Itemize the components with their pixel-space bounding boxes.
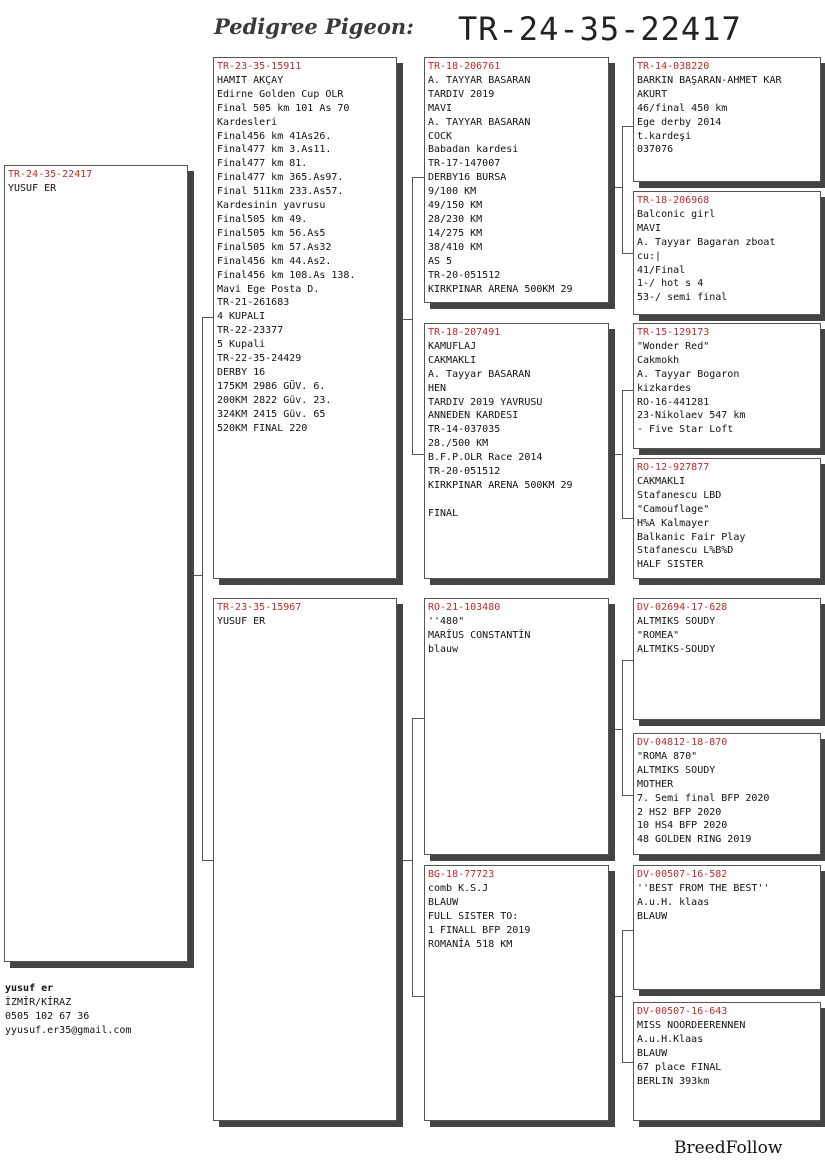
card-line: FULL SISTER TO: (428, 910, 519, 922)
card-line: Final456 km 41As26. (217, 130, 332, 142)
card-line: DERBY16 BURSA (428, 172, 507, 184)
card-line: TARDIV 2019 (428, 88, 495, 100)
card-line: Final505 km 57.As32 (217, 241, 332, 253)
card-line: 4 KUPALI (217, 311, 266, 323)
card-line: MAVI (637, 222, 662, 234)
connector (622, 660, 633, 661)
card-line: KIRKPINAR ARENA 500KM 29 (428, 479, 573, 491)
ring-number: DV-00507-16-643 (637, 1006, 728, 1017)
card-line: 48 GOLDEN RING 2019 (637, 834, 752, 846)
card-line: MISS NOORDEERENNEN (637, 1019, 746, 1031)
card-line: Final477 km 81. (217, 158, 308, 170)
card-line: Final456 km 44.As2. (217, 255, 332, 267)
connector (412, 177, 413, 454)
connector (412, 718, 413, 996)
card-line: 520KM FINAL 220 (217, 422, 308, 434)
card-line: kizkardes (637, 382, 692, 394)
card-line: KAMUFLAJ (428, 340, 477, 352)
card-line: 1 FINALL BFP 2019 (428, 924, 531, 936)
ring-number: BG-18-77723 (428, 869, 495, 880)
card-line: blauw (428, 643, 459, 655)
dam-sire-card[interactable] (424, 598, 609, 855)
card-line: MARİUS CONSTANTİN (428, 629, 531, 641)
card-line: YUSUF ER (8, 182, 57, 194)
ring-number: DV-02694-17-628 (637, 602, 728, 613)
ring-number: TR-18-207491 (428, 327, 501, 338)
card-line: TR-21-261683 (217, 297, 290, 309)
card-line: HEN (428, 382, 447, 394)
card-line: 49/150 KM (428, 200, 483, 212)
card-line: Stafanescu L%B%D (637, 545, 734, 557)
connector (202, 317, 213, 318)
card-line: AS 5 (428, 255, 453, 267)
connector (397, 860, 412, 861)
card-line: Stafanescu LBD (637, 489, 722, 501)
card-line: A. Tayyar Bogaron (637, 368, 740, 380)
card-line: TR-20-051512 (428, 466, 501, 478)
card-line: comb K.S.J (428, 882, 489, 894)
card-line: COCK (428, 130, 453, 142)
card-line: A.u.H. klaas (637, 896, 710, 908)
brand-footer: BreedFollow (674, 1138, 783, 1158)
card-line: ALTMIKS SOUDY (637, 764, 716, 776)
connector (622, 795, 633, 796)
card-line: A.u.H.Klaas (637, 1033, 704, 1045)
card-line: BLAUW (637, 1047, 668, 1059)
card-line: HALF SISTER (637, 559, 704, 571)
card-line: BERLIN 393km (637, 1075, 710, 1087)
ring-number: DV-00507-16-582 (637, 869, 728, 880)
connector (622, 253, 633, 254)
card-line: A. Tayyar BASARAN (428, 368, 531, 380)
card-line: "ROMEA" (637, 629, 680, 641)
sire-card[interactable] (213, 57, 397, 579)
connector (622, 390, 623, 518)
card-line: ROMANİA 518 KM (428, 938, 513, 950)
card-line: 200KM 2822 Güv. 23. (217, 394, 332, 406)
sire-dam-card[interactable] (424, 323, 609, 579)
card-line: FINAL (428, 507, 459, 519)
card-line: 53-/ semi final (637, 292, 728, 304)
owner-phone: 0505 102 67 36 (5, 1010, 90, 1022)
card-line: 28/230 KM (428, 213, 483, 225)
card-line: Edirne Golden Cup OLR (217, 88, 344, 100)
connector (622, 930, 633, 931)
ring-number: TR-14-038220 (637, 61, 710, 72)
subject-card[interactable] (4, 165, 188, 962)
connector (202, 860, 213, 861)
card-line: 324KM 2415 Güv. 65 (217, 408, 326, 420)
card-line: MOTHER (637, 778, 674, 790)
card-line: Mavi Ege Posta D. (217, 283, 320, 295)
card-line: A. Tayyar Bagaran zboat (637, 236, 776, 248)
connector (397, 319, 412, 320)
card-line: 38/410 KM (428, 241, 483, 253)
card-line: t.kardeşi (637, 130, 692, 142)
card-line: Final 511km 233.As57. (217, 186, 344, 198)
card-line: TR-17-147007 (428, 158, 501, 170)
owner-email[interactable]: yyusuf.er35@gmail.com (5, 1024, 132, 1036)
card-line: A. TAYYAR BASARAN (428, 74, 531, 86)
card-line: 175KM 2986 GÜV. 6. (217, 380, 326, 392)
card-line: YUSUF ER (217, 615, 266, 627)
ring-number: DV-04812-18-870 (637, 737, 728, 748)
card-line: 9/100 KM (428, 186, 477, 198)
connector (622, 126, 633, 127)
card-line: CAKMAKLI (637, 475, 686, 487)
card-line: TR-14-037035 (428, 424, 501, 436)
card-line: H%A Kalmayer (637, 517, 710, 529)
card-line: ''480" (428, 615, 465, 627)
card-line: Balconic girl (637, 208, 716, 220)
card-line: Final505 km 56.As5 (217, 227, 326, 239)
card-line: 14/275 KM (428, 227, 483, 239)
card-line: "Wonder Red" (637, 340, 710, 352)
card-line: Final456 km 108.As 138. (217, 269, 356, 281)
card-line: Final477 km 365.As97. (217, 172, 344, 184)
ring-number: TR-23-35-15911 (217, 61, 302, 72)
card-line: Cakmokh (637, 354, 680, 366)
sire-sire-dam-card[interactable] (633, 191, 821, 315)
card-line: 7. Semi final BFP 2020 (637, 792, 770, 804)
connector (609, 187, 622, 188)
card-line: 1-/ hot s 4 (637, 278, 704, 290)
dam-dam-sire-card[interactable] (633, 865, 821, 990)
pedigree-heading: Pedigree Pigeon: (214, 14, 414, 39)
card-line: CAKMAKLI (428, 354, 477, 366)
card-line: TARDIV 2019 YAVRUSU (428, 396, 543, 408)
card-line: KIRKPINAR ARENA 500KM 29 (428, 283, 573, 295)
sire-dam-sire-card[interactable] (633, 323, 821, 449)
card-line: 037076 (637, 144, 674, 156)
card-line: 28./500 KM (428, 438, 489, 450)
ring-number: TR-18-206761 (428, 61, 501, 72)
connector (188, 575, 202, 576)
dam-dam-card[interactable] (424, 865, 609, 1121)
card-line: 67 place FINAL (637, 1061, 722, 1073)
card-line: DERBY 16 (217, 366, 266, 378)
card-line: TR-22-23377 (217, 325, 284, 337)
connector (622, 518, 633, 519)
card-line: 5 Kupali (217, 339, 266, 351)
card-line (428, 493, 605, 507)
owner-name: yusuf er (5, 983, 54, 994)
dam-sire-sire-card[interactable] (633, 598, 821, 720)
owner-city: İZMİR/KİRAZ (5, 996, 72, 1008)
card-line: TR-22-35-24429 (217, 353, 302, 365)
card-line: ALTMIKS-SOUDY (637, 643, 716, 655)
card-line: ALTMIKS SOUDY (637, 615, 716, 627)
connector (609, 996, 622, 997)
card-line: 46/final 450 km (637, 102, 728, 114)
connector (622, 660, 623, 795)
connector (622, 930, 623, 1062)
card-line: "ROMA 870" (637, 750, 698, 762)
card-line: B.F.P.OLR Race 2014 (428, 452, 543, 464)
card-line: A. TAYYAR BASARAN (428, 116, 531, 128)
connector (609, 729, 622, 730)
card-line: BLAUW (637, 910, 668, 922)
connector (609, 454, 622, 455)
owner-info (5, 982, 131, 1038)
ring-number: TR-24-35-22417 (8, 169, 93, 180)
card-line: cu:| (637, 250, 662, 262)
card-line: Babadan kardesi (428, 144, 519, 156)
card-line: BARKIN BAŞARAN-AHMET KAR (637, 74, 782, 86)
card-line: Ege derby 2014 (637, 116, 722, 128)
card-line: Final 505 km 101 As 70 (217, 102, 350, 114)
card-line: 10 HS4 BFP 2020 (637, 820, 728, 832)
card-line: HAMIT AKÇAY (217, 74, 284, 86)
main-ring-number: TR-24-35-22417 (458, 10, 742, 48)
card-line: AKURT (637, 88, 668, 100)
dam-sire-dam-card[interactable] (633, 733, 821, 855)
card-line: TR-20-051512 (428, 269, 501, 281)
card-line: 23-Nikolaev 547 km (637, 410, 746, 422)
card-line: "Camouflage" (637, 503, 710, 515)
card-line: ANNEDEN KARDESI (428, 410, 519, 422)
card-line: BLAUW (428, 896, 459, 908)
ring-number: TR-15-129173 (637, 327, 710, 338)
connector (622, 390, 633, 391)
card-line: 41/Final (637, 264, 686, 276)
card-line: MAVI (428, 102, 453, 114)
connector (202, 317, 203, 860)
card-line: Kardesinin yavrusu (217, 200, 326, 212)
connector (622, 1062, 633, 1063)
ring-number: RO-12-927877 (637, 462, 710, 473)
card-line: Kardesleri (217, 116, 278, 128)
card-line: Balkanic Fair Play (637, 531, 746, 543)
ring-number: RO-21-103480 (428, 602, 501, 613)
card-line: RO-16-441281 (637, 396, 710, 408)
card-line: Final505 km 49. (217, 213, 308, 225)
connector (622, 126, 623, 253)
dam-card[interactable] (213, 598, 397, 1121)
dam-dam-dam-card[interactable] (633, 1002, 821, 1121)
card-line: 2 HS2 BFP 2020 (637, 806, 722, 818)
sire-sire-sire-card[interactable] (633, 57, 821, 182)
card-line: Final477 km 3.As11. (217, 144, 332, 156)
card-line: - Five Star Loft (637, 424, 734, 436)
ring-number: TR-18-206968 (637, 195, 710, 206)
ring-number: TR-23-35-15967 (217, 602, 302, 613)
card-line: ''BEST FROM THE BEST'' (637, 882, 770, 894)
sire-sire-card[interactable] (424, 57, 609, 303)
sire-dam-dam-card[interactable] (633, 458, 821, 579)
